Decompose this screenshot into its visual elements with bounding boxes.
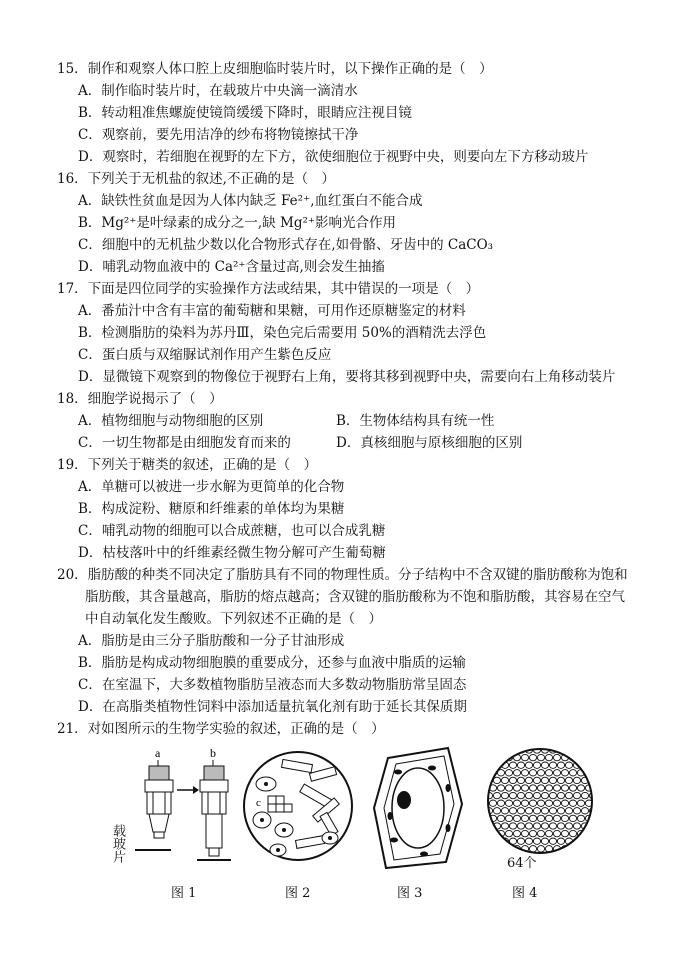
objective-a [145, 766, 173, 838]
figure-4-cell [577, 846, 584, 852]
figure-4-cell [593, 830, 595, 836]
question-20-stem-line-3: 中自动氧化发生酸败。下列叙述不正确的是（ ） [85, 611, 382, 627]
figure-4-cell [561, 830, 568, 836]
question-20-option-d: D．在高脂类植物性饲料中添加适量抗氧化剂有助于延长其保质期 [78, 699, 467, 715]
figure-4-cell [545, 785, 552, 791]
figure-4-cell [529, 800, 536, 806]
figure-4-cell [489, 800, 496, 806]
figure-4-cell [577, 785, 584, 791]
figure-4-cell [501, 792, 508, 798]
figure-4-cell [593, 754, 595, 760]
figure-4-cell [573, 808, 580, 814]
figure-4-cell [593, 785, 595, 791]
figure-4-cell [585, 754, 592, 760]
figure-4-cell [501, 823, 508, 829]
figure-4-cell [497, 846, 504, 852]
figure-4-cell [593, 800, 595, 806]
figure-4-cell [529, 846, 536, 852]
figure-4-cell [593, 846, 595, 852]
figure-4-cell [545, 770, 552, 776]
question-19-option-d: D．枯枝落叶中的纤维素经微生物分解可产生葡萄糖 [78, 545, 386, 561]
figure-4-cell [565, 823, 572, 829]
figure-4-cell [509, 747, 516, 753]
figure-4-cell [573, 777, 580, 783]
figure-4-cell [517, 777, 524, 783]
figure-3-caption: 图 3 [397, 886, 423, 901]
figure-4-cell [533, 777, 540, 783]
figure-4-cell [529, 785, 536, 791]
figure-4-cell [541, 792, 548, 798]
figure-4-cell [585, 846, 592, 852]
figure-4-cell [505, 770, 512, 776]
question-15-option-d: D．观察时，若细胞在视野的左下方，欲使细胞位于视野中央，则要向左下方移动玻片 [78, 149, 589, 165]
question-16-stem: 16．下列关于无机盐的叙述,不正确的是（ ） [57, 171, 335, 187]
figure-4-cell [509, 808, 516, 814]
question-19-stem: 19．下列关于糖类的叙述，正确的是（ ） [57, 457, 318, 473]
figure-4-cell [557, 792, 564, 798]
figure-4-cell [541, 777, 548, 783]
figure-4-cell [553, 830, 560, 836]
figure-4-cell [565, 777, 572, 783]
question-20-stem-line-2: 脂肪酸，其含量越高，脂肪的熔点越高；含双键的脂肪酸称为不饱和脂肪酸，其容易在空气 [85, 589, 625, 605]
figure-4-count-label: 64个 [507, 856, 537, 871]
figure-4-cell [533, 808, 540, 814]
figure-4-cell [553, 815, 560, 821]
figure-4-cell [581, 808, 588, 814]
question-18-option-b: B．生物体结构具有统一性 [336, 413, 495, 429]
figure-4-cell [537, 754, 544, 760]
figure-4-cell [593, 770, 595, 776]
question-16-option-d: D．哺乳动物血液中的 Ca²⁺含量过高,则会发生抽搐 [78, 259, 385, 275]
question-20-stem-line-1: 20．脂肪酸的种类不同决定了脂肪具有不同的物理性质。分子结构中不含双键的脂肪酸称为饱和 [57, 567, 628, 583]
figure-4-cell [505, 800, 512, 806]
question-18-option-a: A．植物细胞与动物细胞的区别 [78, 413, 264, 429]
figure-4-cell [513, 815, 520, 821]
question-16-option-b: B．Mg²⁺是叶绿素的成分之一,缺 Mg²⁺影响光合作用 [78, 215, 397, 231]
figure-4-cell [589, 777, 595, 783]
figure-4-cell [501, 747, 508, 753]
figure-4-cell [529, 770, 536, 776]
figure-4-cell [541, 808, 548, 814]
figure-4-cell [513, 830, 520, 836]
figure-4-cell [577, 815, 584, 821]
figure-4-cell [525, 823, 532, 829]
figure-4-cell [561, 785, 568, 791]
figure-4-cell [529, 754, 536, 760]
question-17-option-d: D．显微镜下观察到的物像位于视野右上角，要将其移到视野中央，需要向右上角移动装片 [78, 369, 616, 385]
figure-1-caption: 图 1 [171, 886, 197, 901]
figure-4-cell [541, 823, 548, 829]
figure-4-cell [565, 747, 572, 753]
figure-4-cell [537, 815, 544, 821]
figure-4-cell [573, 747, 580, 753]
figure-4-cell [513, 785, 520, 791]
figure-4-cell [525, 808, 532, 814]
question-15-stem: 15．制作和观察人体口腔上皮细胞临时装片时，以下操作正确的是（ ） [57, 61, 493, 77]
figure-4-cell [537, 785, 544, 791]
question-18-option-c: C．一切生物都是由细胞发育而来的 [78, 435, 291, 451]
figure-4-cell [565, 762, 572, 768]
figure-3-plant-cell [368, 744, 468, 872]
figure-4-cell [537, 800, 544, 806]
figure-4-cell [537, 846, 544, 852]
figure-4-cell [493, 747, 500, 753]
figure-4-cell [505, 785, 512, 791]
figure-2-label-c: c [256, 797, 261, 809]
figure-1-label-b: b [210, 746, 216, 760]
figure-4-cell [509, 762, 516, 768]
question-17-option-c: C．蛋白质与双缩脲试剂作用产生紫色反应 [78, 347, 332, 363]
question-15-option-c: C．观察前，要先用洁净的纱布将物镜擦拭干净 [78, 127, 359, 143]
figure-4-cell [581, 762, 588, 768]
figure-4-cell [517, 762, 524, 768]
figure-4-cell [521, 785, 528, 791]
figure-row [105, 742, 605, 902]
figure-4-cell [561, 815, 568, 821]
figure-4-cell [593, 815, 595, 821]
figure-4-cell [577, 800, 584, 806]
figure-4-cell [485, 823, 492, 829]
figure-4-cell [553, 754, 560, 760]
figure-4-cell [549, 777, 556, 783]
figure-4-cell [585, 770, 592, 776]
figure-4-cell [485, 838, 492, 844]
figure-4-cell [517, 823, 524, 829]
figure-2-field [240, 748, 360, 868]
figure-1-label-a: a [155, 746, 161, 760]
figure-4-cell [557, 823, 564, 829]
figure-4-cell [549, 838, 556, 844]
figure-4-cell [517, 792, 524, 798]
figure-4-cell [517, 838, 524, 844]
figure-4-cell [521, 830, 528, 836]
figure-4-cell [541, 762, 548, 768]
figure-4-cell [493, 792, 500, 798]
figure-4-cell [521, 770, 528, 776]
figure-4-cell [537, 770, 544, 776]
figure-4-cell [581, 838, 588, 844]
figure-4-cell [509, 823, 516, 829]
figure-4-cell [513, 800, 520, 806]
figure-4-cell [569, 830, 576, 836]
figure-4-cell [537, 830, 544, 836]
figure-4-cell [589, 838, 595, 844]
figure-4-cell [497, 800, 504, 806]
figure-4-cell [589, 762, 595, 768]
figure-4-cell [501, 777, 508, 783]
question-19-option-a: A．单糖可以被进一步水解为更简单的化合物 [78, 479, 345, 495]
question-20-option-b: B．脂肪是构成动物细胞膜的重要成分，还参与血液中脂质的运输 [78, 655, 466, 671]
figure-4-cell [525, 777, 532, 783]
figure-4-cell [497, 754, 504, 760]
figure-4-cell [533, 838, 540, 844]
figure-4-cell [509, 792, 516, 798]
figure-4-cell [577, 754, 584, 760]
figure-4-cell [485, 762, 492, 768]
figure-4-cell [565, 808, 572, 814]
question-15-option-a: A．制作临时装片时，在载玻片中央滴一滴清水 [78, 83, 358, 99]
figure-4-cell [569, 785, 576, 791]
figure-4-cell [549, 808, 556, 814]
figure-4-cell [553, 785, 560, 791]
figure-4-cell [557, 808, 564, 814]
figure-4-cell [497, 785, 504, 791]
figure-4-cell [521, 754, 528, 760]
figure-4-cell [569, 800, 576, 806]
figure-4-cell [489, 846, 496, 852]
question-17-stem: 17．下面是四位同学的实验操作方法或结果，其中错误的一项是（ ） [57, 281, 480, 297]
figure-4-cell [573, 792, 580, 798]
figure-4-cell [545, 830, 552, 836]
figure-4-cell [509, 777, 516, 783]
figure-4-cell [549, 762, 556, 768]
question-19-option-c: C．哺乳动物的细胞可以合成蔗糖，也可以合成乳糖 [78, 523, 386, 539]
figure-4-cell [569, 846, 576, 852]
figure-4-cell [497, 815, 504, 821]
question-16-option-c: C．细胞中的无机盐少数以化合物形式存在,如骨骼、牙齿中的 CaCO₃ [78, 237, 494, 253]
question-18-stem: 18．细胞学说揭示了（ ） [57, 391, 223, 407]
figure-4-cell [569, 815, 576, 821]
figure-4-cell [533, 792, 540, 798]
figure-4-cell [533, 762, 540, 768]
figure-4-cell [525, 838, 532, 844]
figure-4-cell [525, 762, 532, 768]
figure-4-cell [493, 838, 500, 844]
figure-4-cell [557, 838, 564, 844]
figure-4-cell [545, 800, 552, 806]
figure-4-cell [517, 808, 524, 814]
figure-4-cell [553, 770, 560, 776]
question-15-option-b: B．转动粗准焦螺旋使镜筒缓缓下降时，眼睛应注视目镜 [78, 105, 412, 121]
figure-4-cell [549, 792, 556, 798]
question-21-stem: 21．对如图所示的生物学实验的叙述，正确的是（ ） [57, 721, 385, 737]
figure-4-cell [589, 823, 595, 829]
figure-4-cell [521, 800, 528, 806]
figure-4-cell [545, 754, 552, 760]
figure-4-cell [505, 815, 512, 821]
figure-4-cell [529, 830, 536, 836]
question-17-option-a: A．番茄汁中含有丰富的葡萄糖和果糖，可用作还原糖鉴定的材料 [78, 303, 466, 319]
question-17-option-b: B．检测脂肪的染料为苏丹Ⅲ，染色完后需要用 50%的酒精洗去浮色 [78, 325, 487, 341]
figure-4-cell [533, 823, 540, 829]
figure-4-cell [541, 838, 548, 844]
figure-4-cell [561, 800, 568, 806]
figure-4-cell [549, 823, 556, 829]
figure-4-cell [553, 800, 560, 806]
figure-4-cell [489, 830, 496, 836]
figure-4-cell [561, 770, 568, 776]
figure-4-cell [513, 770, 520, 776]
figure-4-caption: 图 4 [512, 886, 538, 901]
figure-4-cell [569, 770, 576, 776]
figure-4-cell [525, 792, 532, 798]
figure-4-cell [493, 777, 500, 783]
objective-b [200, 766, 228, 856]
question-20-option-c: C．在室温下，大多数植物脂肪呈液态而大多数动物脂肪常呈固态 [78, 677, 467, 693]
figure-4-cell [493, 808, 500, 814]
question-16-option-a: A．缺铁性贫血是因为人体内缺乏 Fe²⁺,血红蛋白不能合成 [78, 193, 423, 209]
figure-2-caption: 图 2 [285, 886, 311, 901]
figure-4-cell [489, 754, 496, 760]
question-20-option-a: A．脂肪是由三分子脂肪酸和一分子甘油形成 [78, 633, 345, 649]
figure-4-cell [521, 815, 528, 821]
figure-4-cell [557, 777, 564, 783]
figure-4-cell [585, 830, 592, 836]
figure-4-cell [505, 830, 512, 836]
figure-4-cell [557, 762, 564, 768]
figure-4-cell [573, 823, 580, 829]
figure-4-field [485, 746, 595, 856]
figure-4-cell [529, 815, 536, 821]
figure-4-cell [589, 747, 595, 753]
figure-4-cell [501, 808, 508, 814]
figure-4-cell [485, 747, 492, 753]
figure-4-cell [581, 792, 588, 798]
figure-4-cell [565, 792, 572, 798]
figure-1-slide-label: 载玻片 [110, 824, 125, 863]
figure-4-cell [581, 747, 588, 753]
figure-4-cell [545, 815, 552, 821]
question-18-option-d: D．真核细胞与原核细胞的区别 [336, 435, 523, 451]
figure-4-cell [505, 846, 512, 852]
question-19-option-b: B．构成淀粉、糖原和纤维素的单体均为果糖 [78, 501, 345, 517]
